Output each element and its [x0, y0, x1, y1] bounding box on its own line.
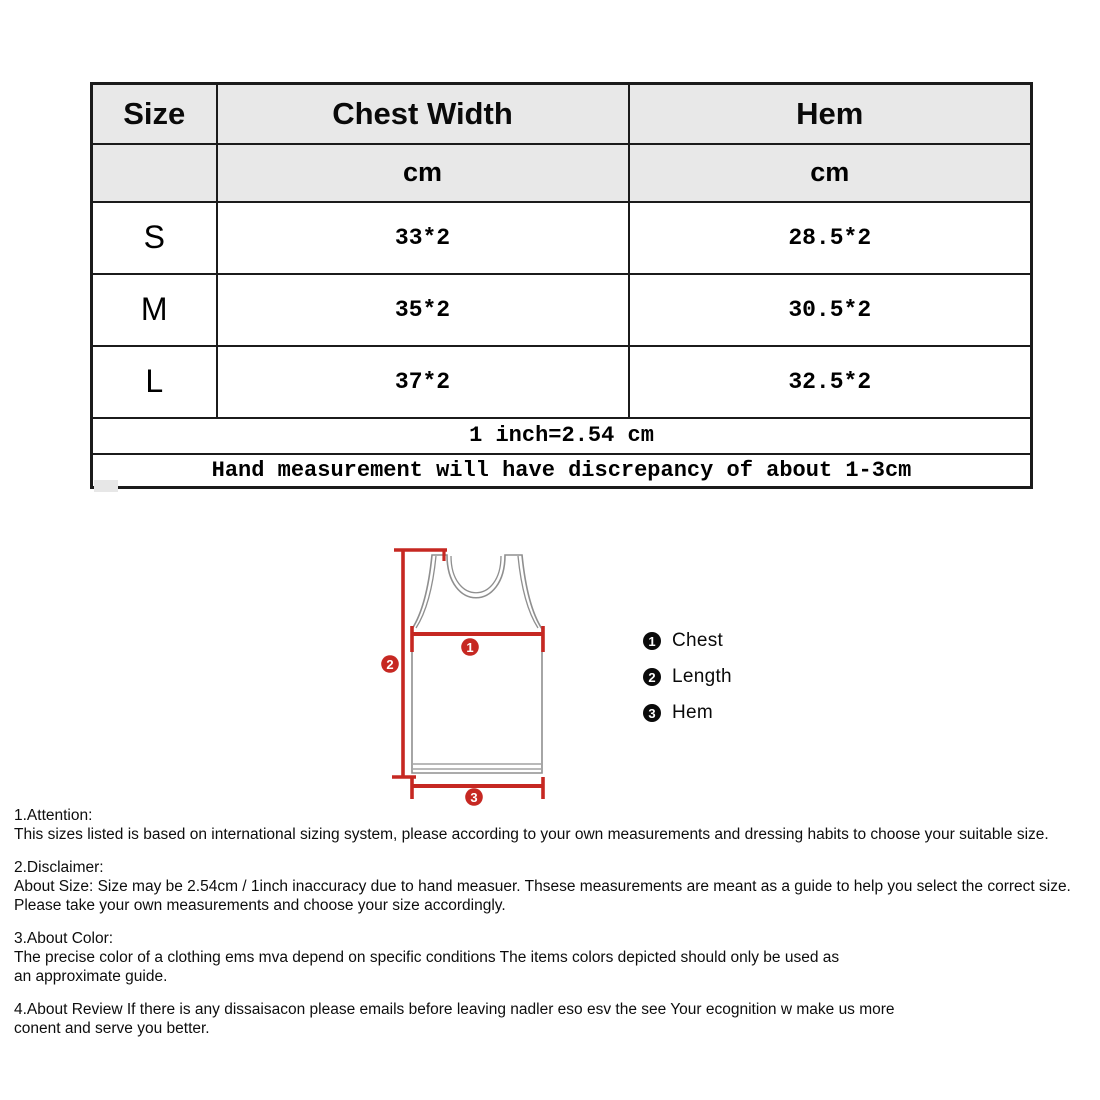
- chest-s: 33*2: [217, 202, 629, 274]
- size-chart-table: [90, 82, 1033, 489]
- size-table-container: [90, 82, 1033, 489]
- svg-text:3: 3: [470, 790, 478, 805]
- header-hem: Hem: [629, 84, 1032, 144]
- header-chest-width: Chest Width: [217, 84, 629, 144]
- tank-top-diagram: [370, 535, 660, 810]
- circled-2-icon: 2: [643, 668, 661, 686]
- svg-text:2: 2: [386, 657, 394, 672]
- callout-1-chest: [461, 638, 479, 656]
- hem-s: 28.5*2: [629, 202, 1032, 274]
- measurement-legend: [643, 630, 732, 724]
- table-row: [92, 202, 1032, 274]
- inch-note-row: [92, 418, 1032, 454]
- notes-section: [14, 806, 1092, 1052]
- neckline-binding: [451, 556, 501, 593]
- note-line: About Size: Size may be 2.54cm / 1inch inaccuracy due to hand measuer. Thsese measurements are meant as a guide to help you select the correct size.: [14, 878, 1071, 895]
- note-heading: 2.Disclaimer:: [14, 859, 104, 876]
- callout-2-length: [381, 655, 399, 673]
- size-l: L: [92, 346, 217, 418]
- legend-item-length: [643, 666, 732, 688]
- scan-artifact: [94, 480, 118, 492]
- table-row: [92, 274, 1032, 346]
- chest-m: 35*2: [217, 274, 629, 346]
- note-about-color: [14, 929, 1092, 986]
- note-line: conent and serve you better.: [14, 1020, 210, 1037]
- note-heading: 1.Attention:: [14, 807, 93, 824]
- unit-cell-chest: cm: [217, 144, 629, 202]
- callout-3-hem: [465, 788, 483, 806]
- note-line: Please take your own measurements and choose your size accordingly.: [14, 897, 506, 914]
- inch-conversion-note: 1 inch=2.54 cm: [92, 418, 1032, 454]
- table-unit-row: [92, 144, 1032, 202]
- hand-measurement-note: Hand measurement will have discrepancy of about 1-3cm: [92, 454, 1032, 488]
- circled-3-icon: 3: [643, 704, 661, 722]
- legend-item-chest: [643, 630, 732, 652]
- legend-item-hem: [643, 702, 732, 724]
- table-header-row: [92, 84, 1032, 144]
- note-heading: 3.About Color:: [14, 930, 114, 947]
- note-attention: [14, 806, 1092, 844]
- note-line: This sizes listed is based on international sizing system, please according to your own measurements and dressing habits to choose your suitable size.: [14, 826, 1049, 843]
- note-line: 4.About Review If there is any dissaisacon please emails before leaving nadler eso esv the see Your ecognition w make us more: [14, 1001, 895, 1018]
- legend-label-length: Length: [672, 666, 732, 687]
- note-line: an approximate guide.: [14, 968, 168, 985]
- unit-cell-hem: cm: [629, 144, 1032, 202]
- hem-l: 32.5*2: [629, 346, 1032, 418]
- circled-1-icon: 1: [643, 632, 661, 650]
- chest-l: 37*2: [217, 346, 629, 418]
- note-line: The precise color of a clothing ems mva depend on specific conditions The items colors depicted should only be used as: [14, 949, 840, 966]
- hand-note-row: [92, 454, 1032, 488]
- note-disclaimer: [14, 858, 1092, 915]
- size-s: S: [92, 202, 217, 274]
- legend-label-hem: Hem: [672, 702, 714, 723]
- table-row: [92, 346, 1032, 418]
- header-size: Size: [92, 84, 217, 144]
- note-about-review: [14, 1000, 1092, 1038]
- size-m: M: [92, 274, 217, 346]
- hem-m: 30.5*2: [629, 274, 1032, 346]
- legend-label-chest: Chest: [672, 630, 724, 651]
- unit-cell-empty: [92, 144, 217, 202]
- svg-text:1: 1: [466, 640, 474, 655]
